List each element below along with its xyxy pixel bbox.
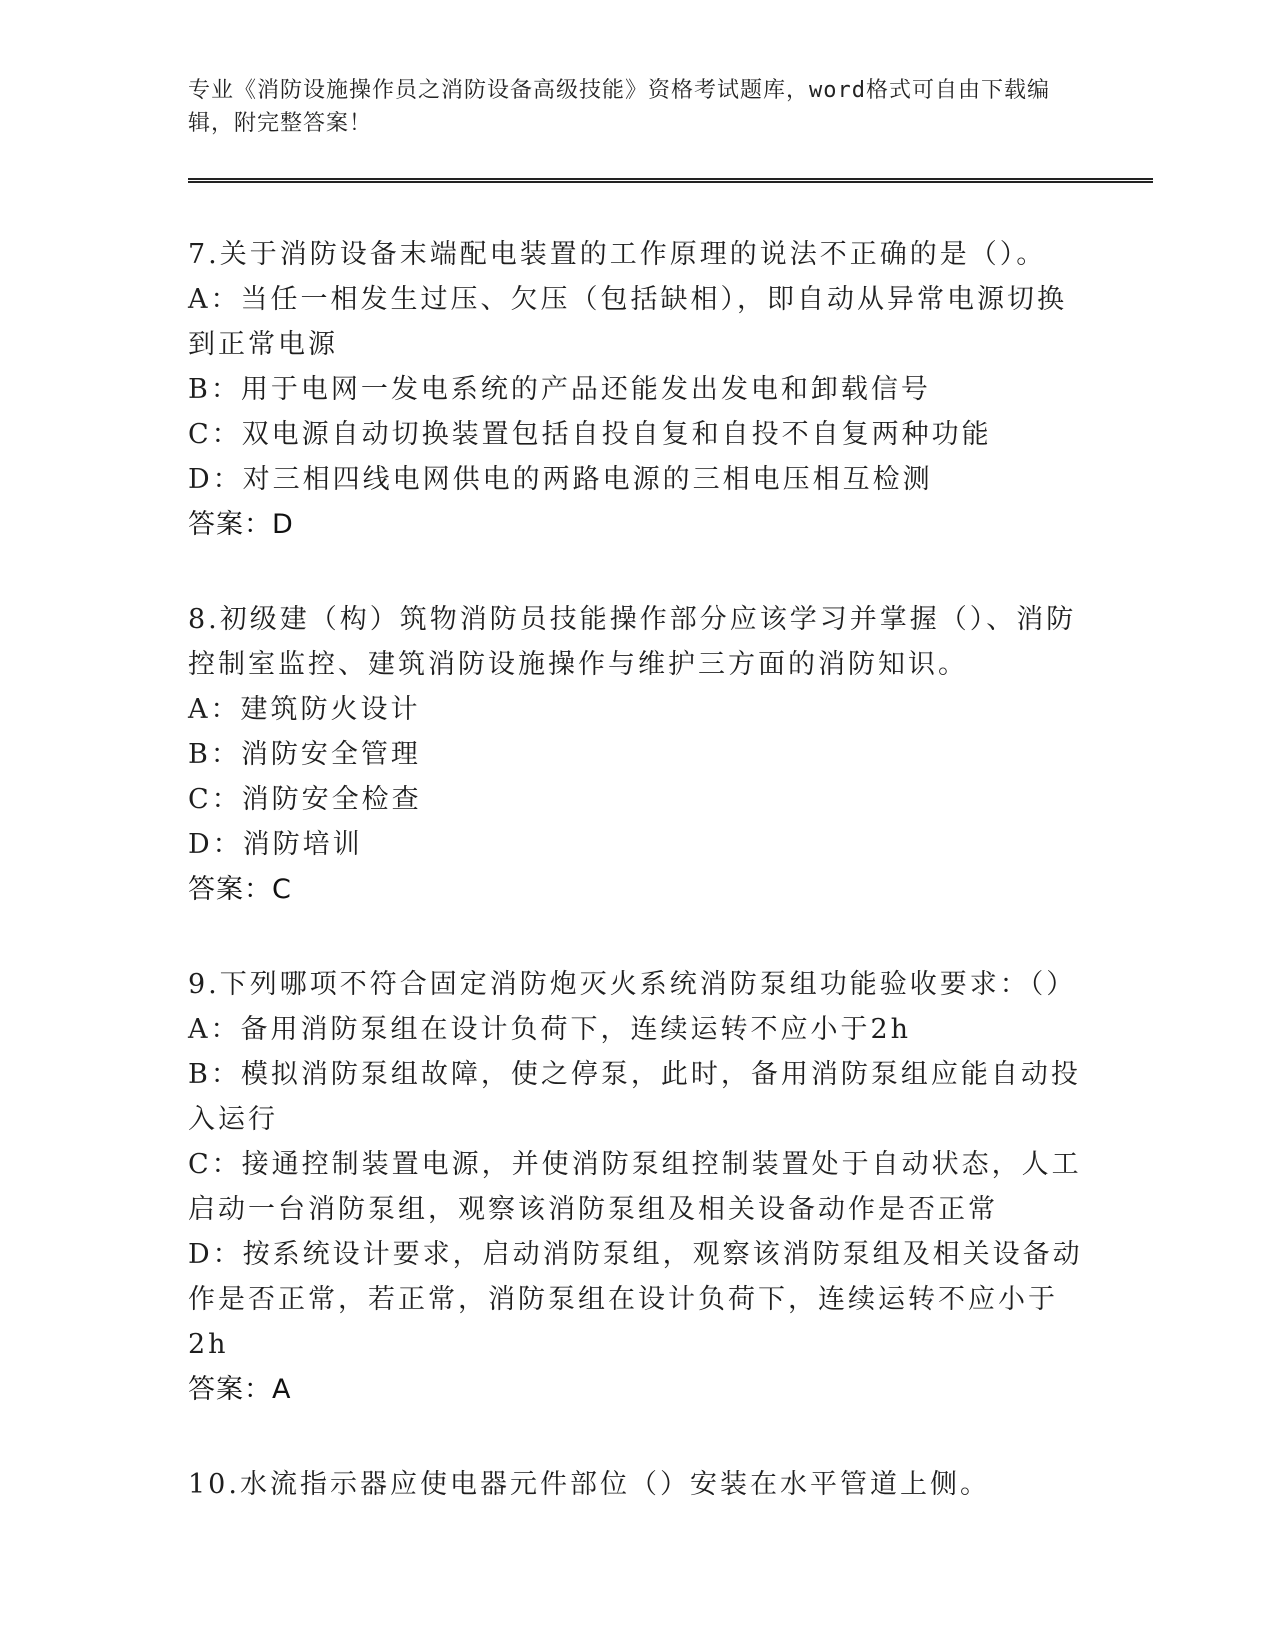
header-divider — [188, 178, 1153, 183]
question-list — [188, 232, 1088, 1557]
answer-line: 答案：A — [188, 1374, 292, 1405]
option-b: B：用于电网一发电系统的产品还能发出发电和卸载信号 — [188, 374, 931, 405]
question-stem: 8.初级建（构）筑物消防员技能操作部分应该学习并掌握（）、消防控制室监控、建筑消防设施操作与维护三方面的消防知识。 — [188, 604, 1077, 680]
option-c: C：消防安全检查 — [188, 784, 422, 815]
question-7 — [188, 232, 1088, 547]
option-a: A：当任一相发生过压、欠压（包括缺相），即自动从异常电源切换到正常电源 — [188, 284, 1067, 360]
question-10 — [188, 1462, 1088, 1507]
option-d: D：对三相四线电网供电的两路电源的三相电压相互检测 — [188, 464, 933, 495]
answer-line: 答案：C — [188, 874, 292, 905]
question-8 — [188, 597, 1088, 912]
answer-line: 答案：D — [188, 509, 294, 540]
question-stem: 7.关于消防设备末端配电装置的工作原理的说法不正确的是（）。 — [188, 239, 1047, 270]
option-d: D：按系统设计要求，启动消防泵组，观察该消防泵组及相关设备动作是否正常，若正常，消防泵组在设计负荷下，连续运转不应小于2h — [188, 1239, 1083, 1360]
option-b: B：消防安全管理 — [188, 739, 421, 770]
option-b: B：模拟消防泵组故障，使之停泵，此时，备用消防泵组应能自动投入运行 — [188, 1059, 1081, 1135]
option-c: C：双电源自动切换装置包括自投自复和自投不自复两种功能 — [188, 419, 992, 450]
option-d: D：消防培训 — [188, 829, 363, 860]
question-9 — [188, 962, 1088, 1412]
question-stem: 9.下列哪项不符合固定消防炮灭火系统消防泵组功能验收要求：（） — [188, 969, 1077, 1000]
document-header: 专业《消防设施操作员之消防设备高级技能》资格考试题库，word格式可自由下载编辑，附完整答案！ — [188, 78, 1050, 136]
option-a: A：备用消防泵组在设计负荷下，连续运转不应小于2h — [188, 1014, 912, 1045]
question-stem: 10.水流指示器应使电器元件部位（）安装在水平管道上侧。 — [188, 1469, 990, 1500]
option-c: C：接通控制装置电源，并使消防泵组控制装置处于自动状态，人工启动一台消防泵组，观察该消防泵组及相关设备动作是否正常 — [188, 1149, 1082, 1225]
option-a: A：建筑防火设计 — [188, 694, 421, 725]
